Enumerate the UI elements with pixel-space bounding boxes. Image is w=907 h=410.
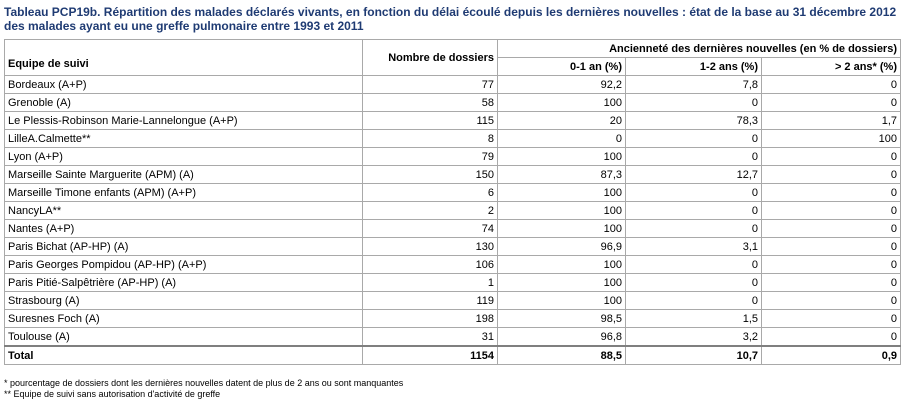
cell-col1: 100 <box>498 292 626 310</box>
total-col2: 10,7 <box>626 346 762 365</box>
table-row <box>5 130 901 148</box>
cell-col1: 100 <box>498 94 626 112</box>
cell-col1: 100 <box>498 256 626 274</box>
cell-col1: 87,3 <box>498 166 626 184</box>
cell-col2: 78,3 <box>626 112 762 130</box>
cell-count: 115 <box>363 112 498 130</box>
total-row <box>5 346 901 365</box>
table-row <box>5 112 901 130</box>
total-label: Total <box>5 346 363 365</box>
cell-col2: 0 <box>626 184 762 202</box>
header-col2: 1-2 ans (%) <box>626 58 762 76</box>
table-row <box>5 238 901 256</box>
total-col3: 0,9 <box>762 346 901 365</box>
table-row <box>5 310 901 328</box>
total-col1: 88,5 <box>498 346 626 365</box>
cell-col1: 96,9 <box>498 238 626 256</box>
total-count: 1154 <box>363 346 498 365</box>
cell-team: Paris Pitié-Salpêtrière (AP-HP) (A) <box>5 274 363 292</box>
table-row <box>5 292 901 310</box>
cell-team: Toulouse (A) <box>5 328 363 347</box>
cell-team: Bordeaux (A+P) <box>5 76 363 94</box>
cell-col2: 12,7 <box>626 166 762 184</box>
table-title: Tableau PCP19b. Répartition des malades déclarés vivants, en fonction du délai écoulé depuis les dernières nouvelles : état de la base au 31 décembre 2012 des malades ayant eu une greffe pulmonaire entre 1993 et 2011 <box>4 5 897 33</box>
cell-col1: 100 <box>498 148 626 166</box>
cell-col1: 100 <box>498 220 626 238</box>
header-col3: > 2 ans* (%) <box>762 58 901 76</box>
data-table-container <box>4 39 900 365</box>
cell-count: 79 <box>363 148 498 166</box>
table-row <box>5 328 901 347</box>
cell-team: Nantes (A+P) <box>5 220 363 238</box>
cell-count: 150 <box>363 166 498 184</box>
cell-col2: 0 <box>626 274 762 292</box>
cell-count: 77 <box>363 76 498 94</box>
cell-col2: 0 <box>626 220 762 238</box>
cell-count: 58 <box>363 94 498 112</box>
cell-count: 8 <box>363 130 498 148</box>
cell-col2: 3,2 <box>626 328 762 347</box>
cell-col3: 100 <box>762 130 901 148</box>
header-group: Ancienneté des dernières nouvelles (en % de dossiers) <box>498 40 901 58</box>
cell-count: 130 <box>363 238 498 256</box>
cell-team: Marseille Sainte Marguerite (APM) (A) <box>5 166 363 184</box>
cell-col3: 0 <box>762 274 901 292</box>
cell-col2: 0 <box>626 94 762 112</box>
cell-col2: 0 <box>626 256 762 274</box>
cell-team: Grenoble (A) <box>5 94 363 112</box>
cell-col3: 0 <box>762 220 901 238</box>
footnotes <box>4 378 403 400</box>
table-row <box>5 256 901 274</box>
cell-count: 119 <box>363 292 498 310</box>
cell-col3: 0 <box>762 310 901 328</box>
cell-col3: 0 <box>762 148 901 166</box>
table-row <box>5 220 901 238</box>
cell-count: 106 <box>363 256 498 274</box>
cell-team: LilleA.Calmette** <box>5 130 363 148</box>
cell-col3: 0 <box>762 76 901 94</box>
cell-col3: 0 <box>762 184 901 202</box>
table-body <box>5 76 901 347</box>
cell-col3: 0 <box>762 94 901 112</box>
table-row <box>5 184 901 202</box>
cell-team: Lyon (A+P) <box>5 148 363 166</box>
cell-col2: 0 <box>626 130 762 148</box>
cell-col1: 98,5 <box>498 310 626 328</box>
header-count: Nombre de dossiers <box>363 40 498 76</box>
header-col1: 0-1 an (%) <box>498 58 626 76</box>
cell-col3: 0 <box>762 166 901 184</box>
cell-col3: 0 <box>762 202 901 220</box>
cell-col1: 20 <box>498 112 626 130</box>
cell-col3: 0 <box>762 292 901 310</box>
cell-col3: 0 <box>762 328 901 347</box>
header-team: Equipe de suivi <box>5 40 363 76</box>
table-row <box>5 274 901 292</box>
cell-count: 198 <box>363 310 498 328</box>
cell-count: 6 <box>363 184 498 202</box>
cell-team: NancyLA** <box>5 202 363 220</box>
cell-team: Le Plessis-Robinson Marie-Lannelongue (A+P) <box>5 112 363 130</box>
footnote-2: ** Equipe de suivi sans autorisation d'activité de greffe <box>4 389 221 399</box>
cell-team: Paris Bichat (AP-HP) (A) <box>5 238 363 256</box>
table-row <box>5 148 901 166</box>
cell-count: 2 <box>363 202 498 220</box>
cell-team: Suresnes Foch (A) <box>5 310 363 328</box>
cell-col2: 0 <box>626 148 762 166</box>
cell-team: Strasbourg (A) <box>5 292 363 310</box>
cell-col3: 0 <box>762 256 901 274</box>
cell-col1: 92,2 <box>498 76 626 94</box>
table-row <box>5 166 901 184</box>
cell-col3: 1,7 <box>762 112 901 130</box>
cell-col2: 3,1 <box>626 238 762 256</box>
cell-col3: 0 <box>762 238 901 256</box>
cell-col1: 96,8 <box>498 328 626 347</box>
cell-col1: 100 <box>498 202 626 220</box>
cell-col1: 100 <box>498 184 626 202</box>
cell-col1: 100 <box>498 274 626 292</box>
cell-count: 74 <box>363 220 498 238</box>
cell-col2: 1,5 <box>626 310 762 328</box>
cell-col2: 0 <box>626 292 762 310</box>
cell-col2: 7,8 <box>626 76 762 94</box>
cell-count: 1 <box>363 274 498 292</box>
cell-col1: 0 <box>498 130 626 148</box>
cell-team: Marseille Timone enfants (APM) (A+P) <box>5 184 363 202</box>
table-row <box>5 94 901 112</box>
footnote-1: * pourcentage de dossiers dont les dernières nouvelles datent de plus de 2 ans ou sont manquantes <box>4 378 404 388</box>
table-row <box>5 76 901 94</box>
data-table <box>4 39 901 365</box>
cell-col2: 0 <box>626 202 762 220</box>
cell-team: Paris Georges Pompidou (AP-HP) (A+P) <box>5 256 363 274</box>
table-row <box>5 202 901 220</box>
cell-count: 31 <box>363 328 498 347</box>
